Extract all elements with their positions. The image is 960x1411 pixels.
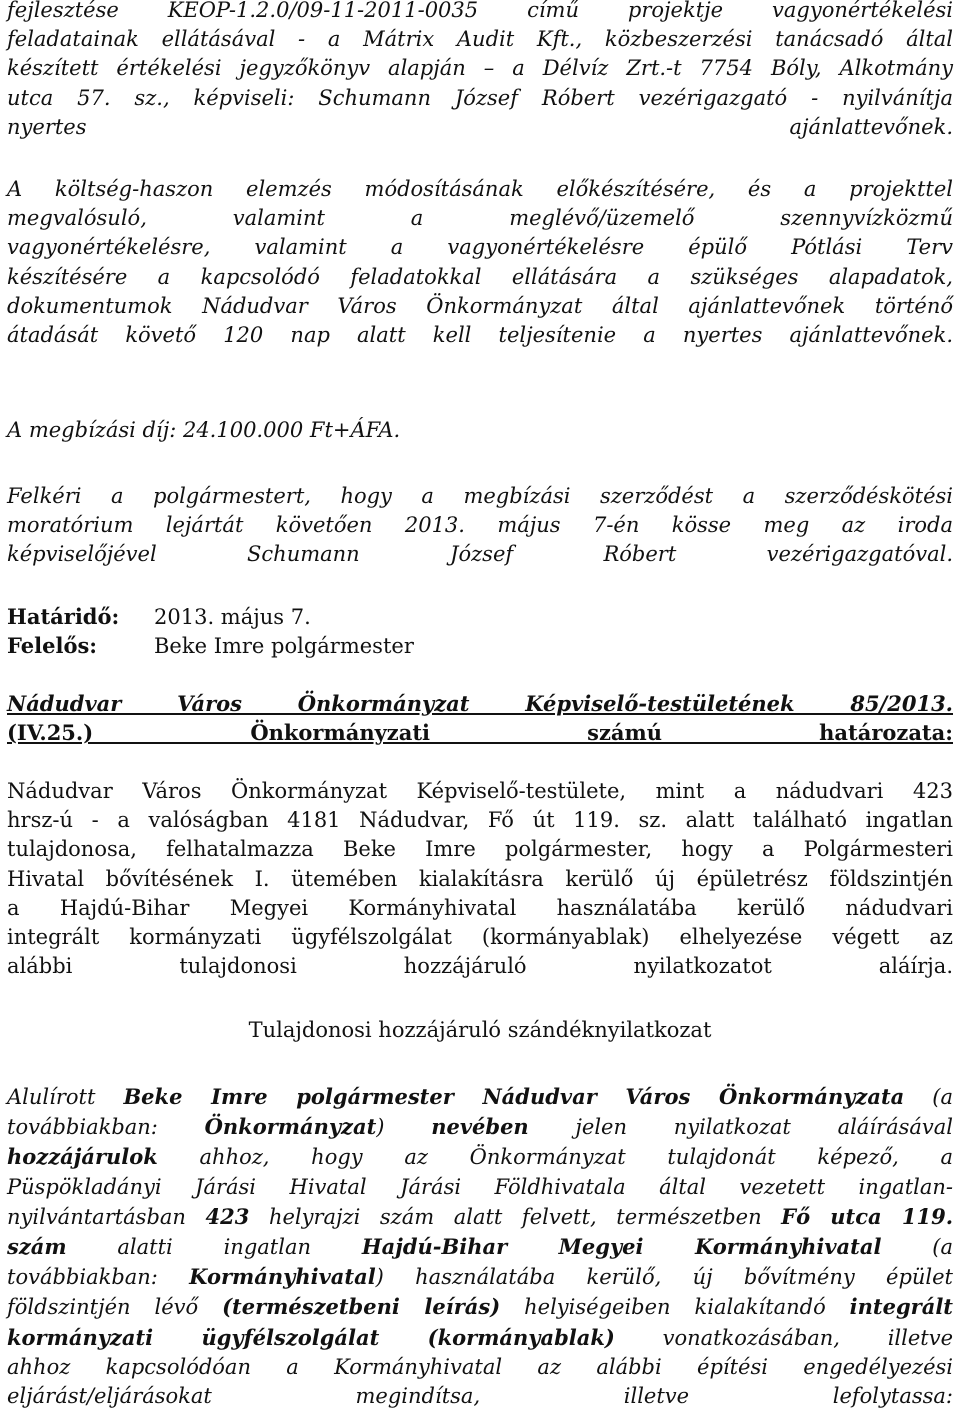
- text-line: továbbiakban: Önkormányzat) nevében jelen nyilatkozat aláírásával: [7, 1114, 953, 1140]
- paragraph-declaration: [7, 1082, 953, 1411]
- text-line: dokumentumok Nádudvar Város Önkormányzat által ajánlattevőnek történő: [7, 293, 953, 318]
- text-line: készített értékelési jegyzőkönyv alapján – a Délvíz Zrt.-t 7754 Bóly, Alkotmány: [7, 56, 953, 81]
- text-line: fejlesztése KEOP-1.2.0/09-11-2011-0035 című projektje vagyonértékelési: [7, 0, 953, 22]
- text-line: nyertes ajánlattevőnek.: [7, 114, 953, 139]
- text-line: kormányzati ügyfélszolgálat (kormányablak) vonatkozásában, illetve: [7, 1324, 953, 1350]
- resolution-title-line: Nádudvar Város Önkormányzat Képviselő-testületének 85/2013.: [7, 691, 953, 716]
- text-line: képviselőjével Schumann József Róbert vezérigazgatóval.: [7, 542, 953, 567]
- text-line: vagyonértékelésre, valamint a vagyonértékelésre épülő Pótlási Terv: [7, 235, 953, 260]
- responsible-row: [7, 631, 414, 661]
- deadline-label: Határidő:: [7, 604, 120, 629]
- text-line: Hivatal bővítésének I. ütemében kialakításra kerülő új épületrész földszintjén: [7, 866, 953, 891]
- paragraph-deadline-terms: [7, 175, 953, 350]
- responsible-value: Beke Imre polgármester: [154, 634, 414, 658]
- text-line: földszintjén lévő (természetbeni leírás) helyiségeiben kialakítandó integrált: [7, 1294, 954, 1320]
- text-line: integrált kormányzati ügyfélszolgálat (kormányablak) elhelyezése végett az: [7, 925, 953, 950]
- text-line: eljárást/eljárásokat megindítsa, illetve lefolytassa:: [7, 1384, 953, 1409]
- text-line: Alulírott Beke Imre polgármester Nádudvar Város Önkormányzata (a: [7, 1084, 954, 1109]
- text-line: utca 57. sz., képviseli: Schumann József Róbert vezérigazgató - nyilvánítja: [7, 85, 953, 110]
- text-line: a Hajdú-Bihar Megyei Kormányhivatal használatába kerülő nádudvari: [7, 895, 953, 920]
- text-line: Nádudvar Város Önkormányzat Képviselő-testülete, mint a nádudvari 423: [7, 779, 953, 803]
- text-line: feladatainak ellátásával - a Mátrix Audit Kft., közbeszerzési tanácsadó által: [7, 27, 953, 52]
- paragraph-award: [7, 0, 953, 142]
- text-line: moratórium lejártát követően 2013. május 7-én kösse meg az iroda: [7, 513, 953, 538]
- text-line: megvalósuló, valamint a meglévő/üzemelő szennyvízközmű: [7, 206, 953, 231]
- resolution-title: [7, 689, 953, 747]
- declaration-title: Tulajdonosi hozzájáruló szándéknyilatkozat: [248, 1018, 712, 1042]
- text-line: ahhoz kapcsolódóan a Kormányhivatal az alábbi építési engedélyezési: [7, 1354, 953, 1379]
- text-line: Püspökladányi Járási Hivatal Járási Földhivatala által vezetett ingatlan-: [7, 1174, 953, 1199]
- deadline-row: [7, 602, 311, 632]
- text-line: alábbi tulajdonosi hozzájáruló nyilatkozatot aláírja.: [7, 954, 953, 979]
- text-line: hrsz-ú - a valóságban 4181 Nádudvar, Fő út 119. sz. alatt található ingatlan: [7, 808, 953, 833]
- text-line: A költség-haszon elemzés módosításának előkészítésére, és a projekttel: [7, 177, 953, 201]
- deadline-value: 2013. május 7.: [154, 605, 311, 629]
- text-line: tulajdonosa, felhatalmazza Beke Imre polgármester, hogy a Polgármesteri: [7, 837, 953, 862]
- text-line: Felkéri a polgármestert, hogy a megbízási szerződést a szerződéskötési: [7, 484, 953, 508]
- text-line: hozzájárulok ahhoz, hogy az Önkormányzat tulajdonát képező, a: [7, 1144, 953, 1170]
- text-line: átadását követő 120 nap alatt kell teljesítenie a nyertes ajánlattevőnek.: [7, 323, 953, 348]
- resolution-title-line: (IV.25.) Önkormányzati számú határozata:: [7, 720, 953, 745]
- responsible-label: Felelős:: [7, 633, 98, 658]
- paragraph-resolution-body: [7, 777, 953, 981]
- paragraph-contract-request: [7, 482, 953, 570]
- text-line: készítésére a kapcsolódó feladatokkal ellátására a szükséges alapadatok,: [7, 264, 953, 289]
- text-line: nyilvántartásban 423 helyrajzi szám alatt felvett, természetben Fő utca 119.: [7, 1203, 953, 1229]
- text-line: szám alatti ingatlan Hajdú-Bihar Megyei Kormányhivatal (a: [7, 1234, 953, 1260]
- text-line: továbbiakban: Kormányhivatal) használatába kerülő, új bővítmény épület: [7, 1264, 953, 1290]
- fee-line: A megbízási díj: 24.100.000 Ft+ÁFA.: [7, 418, 401, 442]
